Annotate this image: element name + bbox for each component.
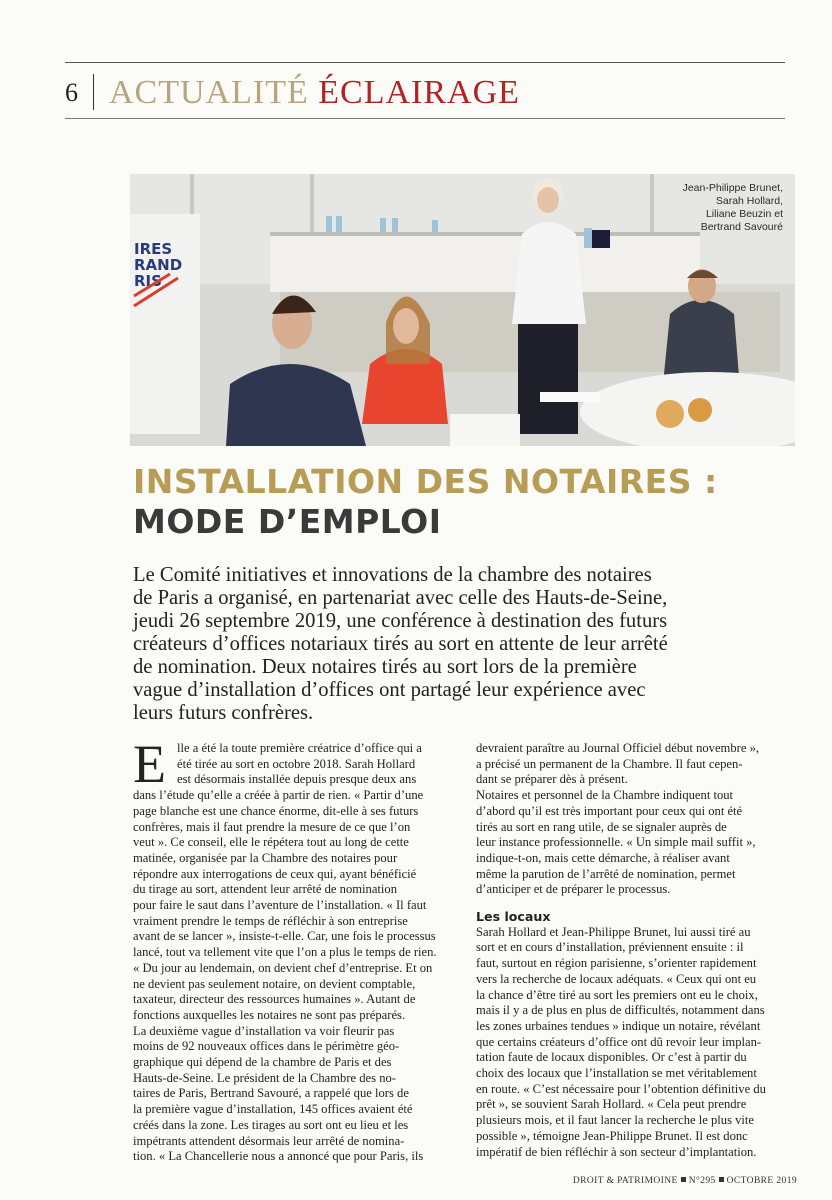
drop-cap: E [133,734,166,794]
footer-separator [681,1177,686,1182]
body-line: taires de Paris, Bertrand Savouré, a rappelé que lors de [133,1086,409,1101]
lede-line: Le Comité initiatives et innovations de la chambre des notaires [133,564,652,586]
body-line: avant de se lancer », insiste-t-elle. Car, une fois le processus [133,929,436,944]
body-line: pour faire le saut dans l’aventure de l’installation. « Il faut [133,898,427,913]
article-photo [130,174,795,446]
dropcap-indented-lines [133,734,453,794]
body-line: leur instance professionnelle. « Un simple mail suffit », [476,835,756,850]
caption-line: Jean-Philippe Brunet, [682,182,783,194]
caption-line: Bertrand Savouré [700,221,783,233]
body-line: en route. « C’est nécessaire pour l’obtention définitive du [476,1081,766,1096]
body-line: Notaires et personnel de la Chambre indiquent tout [476,788,734,803]
body-line: graphique qui dépend de la chambre de Paris et des [133,1055,392,1070]
subheading-locaux: Les locaux [476,909,551,925]
lede-line: créateurs d’offices notariaux tirés au sort en attente de leur arrêté [133,633,668,655]
footer-issue: N°295 [688,1176,716,1186]
body-line: tation faute de locaux disponibles. Or c’est à partir du [476,1050,747,1065]
body-line: tion. « La Chancellerie nous a annoncé que pour Paris, ils [133,1149,424,1164]
body-line: d’anticiper et de préparer le processus. [476,882,671,897]
lede-line: jeudi 26 septembre 2019, une conférence à destination des futurs [133,610,668,632]
lede-line: de nomination. Deux notaires tirés au sort lors de la première [133,656,637,678]
body-line: lancé, tout va tellement vite que l’on a plus le temps de rien. [133,945,437,960]
body-line: d’abord qu’il est très important pour ceux qui ont été [476,803,743,818]
body-line: dant se préparer dès à présent. [476,772,628,787]
body-line: taxateur, directeur des ressources humaines ». Autant de [133,992,416,1007]
article-lede [133,564,773,725]
lede-line: de Paris a organisé, en partenariat avec celle des Hauts-de-Seine, [133,587,668,609]
article-column-left [133,734,453,1165]
body-line: du tirage au sort, attendent leur arrêté de nomination [133,882,398,897]
headline-line-1: INSTALLATION DES NOTAIRES : [133,462,718,501]
article-headline [133,462,718,542]
body-line: que certains créateurs d’office ont dû revoir leur implan- [476,1034,762,1049]
body-line: vers la recherche de locaux adéquats. « Ceux qui ont eu [476,971,757,986]
banner-text-2: RAND [134,256,183,274]
body-line: Sarah Hollard et Jean-Philippe Brunet, lui aussi tiré au [476,924,751,939]
section-secondary: ÉCLAIRAGE [318,74,520,111]
body-line: la chance d’être tiré au sort les premiers ont eu le choix, [476,987,758,1002]
header-divider [93,74,94,110]
body-line: ne devient pas seulement notaire, on devient comptable, [133,976,416,991]
article-column-right [476,741,798,1160]
section-title [109,74,520,112]
body-line: impétrants attendent désormais leur arrêté de nomina- [133,1133,405,1148]
body-line: La deuxième vague d’installation va voir fleurir pas [133,1023,395,1038]
body-line: devraient paraître au Journal Officiel début novembre », [476,741,760,755]
body-line: plusieurs mois, et il faut lancer la recherche le plus vite [476,1113,755,1128]
page-header [65,72,785,114]
body-line: la première vague d’installation, 145 offices avaient été [133,1102,413,1117]
body-line: moins de 92 nouveaux offices dans le périmètre géo- [133,1039,400,1054]
body-line: est désormais installée depuis presque deux ans [177,772,417,787]
body-line: matinée, organisée par la Chambre des notaires pour [133,850,398,865]
page-footer [573,1176,797,1186]
body-line: dans l’étude qu’elle a créée à partir de rien. « Partir d’une [133,788,424,803]
body-line: lle a été la toute première créatrice d’office qui a [177,741,422,755]
body-line: créés dans la zone. Les tirages au sort ont eu lieu et les [133,1117,409,1132]
lede-line: vague d’installation d’offices ont partagé leur expérience avec [133,679,646,701]
body-line: a précisé un permanent de la Chambre. Il faut cepen- [476,756,743,771]
footer-separator [719,1177,724,1182]
body-line: été tirée au sort en octobre 2018. Sarah Hollard [177,756,416,771]
body-line: tirés au sort en rang utile, de se signaler auprès de [476,819,727,834]
header-rule-bottom [65,118,785,119]
caption-line: Liliane Beuzin et [705,208,783,220]
body-line: sort et en cours d’installation, préviennent ensuite : il [476,940,744,955]
body-line: choix des locaux que l’installation se met véritablement [476,1066,757,1081]
body-line: page blanche est une chance énorme, dit-elle à ses futurs [133,803,419,818]
body-line: prêt », se souvient Sarah Hollard. « Cela peut prendre [476,1097,747,1112]
body-line: mais il y a de plus en plus de difficultés, notamment dans [476,1003,765,1018]
lede-line: leurs futurs confrères. [133,702,314,724]
header-rule-top [65,62,785,63]
body-line: possible », témoigne Jean-Philippe Brunet. Il est donc [476,1128,748,1143]
body-line: impératif de bien réfléchir à son secteur d’implantation. [476,1144,757,1159]
page-number: 6 [65,78,78,107]
banner-text-3: RIS [134,272,162,290]
photo-caption [683,182,783,234]
footer-magazine: DROIT & PATRIMOINE [572,1176,678,1186]
body-line: les zones urbaines tendues » indique un notaire, révélant [476,1018,761,1033]
body-line: fonctions auxquelles les notaires ne sont pas préparés. [133,1007,406,1022]
headline-line-2: MODE D’EMPLOI [133,502,442,541]
body-line: indique-t-on, mais cette démarche, à réaliser avant [476,850,730,865]
section-primary: ACTUALITÉ [109,74,309,111]
caption-line: Sarah Hollard, [715,195,783,207]
body-line: vraiment prendre le temps de réfléchir à son entreprise [133,913,408,928]
body-line: confrères, mais il faut prendre la mesure de ce que l’on [133,819,411,834]
body-line: même la parution de l’arrêté de nomination, permet [476,866,736,881]
body-line: répondre aux interrogations de ceux qui, ayant bénéficié [133,866,417,881]
banner-text-1: IRES [134,240,173,258]
body-line: veut ». Ce conseil, elle le répétera tout au long de cette [133,835,409,850]
body-line: « Du jour au lendemain, on devient chef d’entreprise. Et on [133,960,433,975]
body-line: Hauts-de-Seine. Le président de la Chambre des no- [133,1070,396,1085]
body-line: faut, surtout en région parisienne, s’orienter rapidement [476,956,757,971]
footer-date: OCTOBRE 2019 [726,1176,797,1186]
